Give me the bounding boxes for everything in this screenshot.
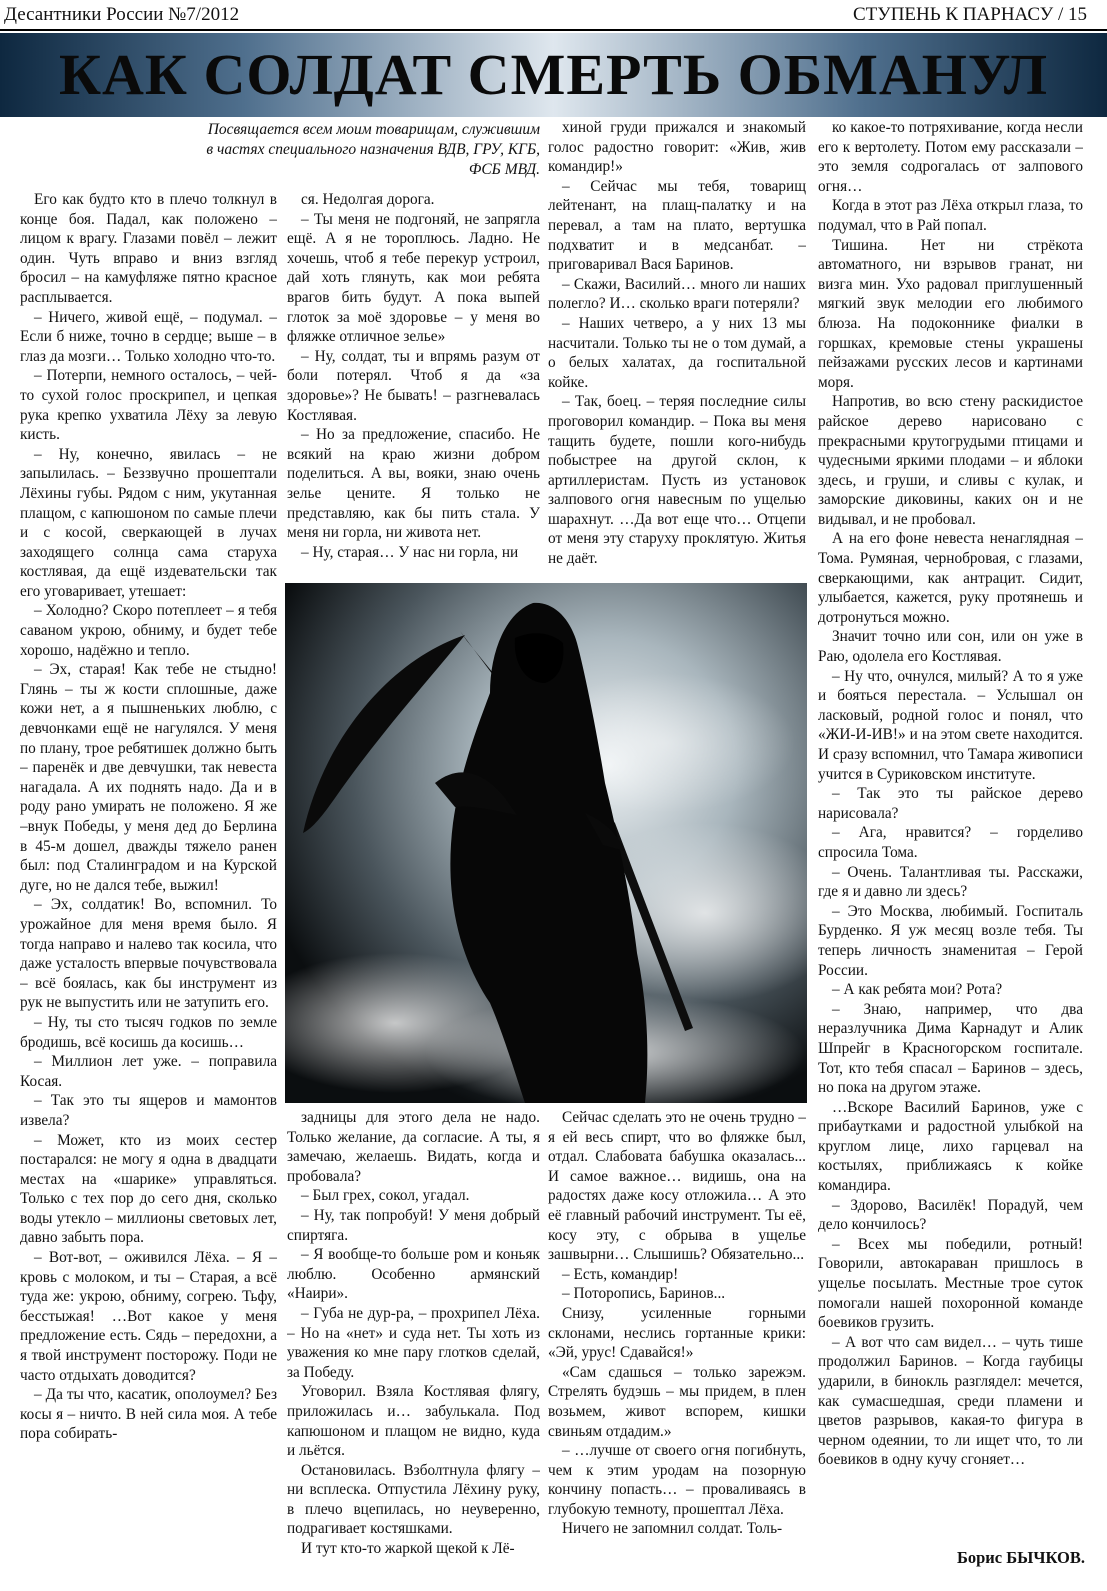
paragraph: – Ты меня не подгоняй, не запрягла ещё. А я не тороплюсь. Ладно. Не хочешь, чтоб я тебе перекур устроил, дай хоть глянуть, как мои ребята врагов бить будут. А пока выпей глоток за моё здоровье – у меня во фляжке отличное зелье» xyxy=(287,210,540,346)
paragraph: – Это Москва, любимый. Госпиталь Бурденко. Я уж месяц возле тебя. Ты теперь личность знаменитая – Герой России. xyxy=(818,902,1083,979)
reaper-image xyxy=(285,583,807,1103)
paragraph: – Здорово, Василёк! Порадуй, чем дело кончилось? xyxy=(818,1196,1083,1234)
paragraph: – Всех мы победили, ротный! Говорили, автокараван пришлось в ущелье посылать. Местные трое суток помогали нашей похоронной команде боевиков грузить. xyxy=(818,1235,1083,1332)
column-3-bottom xyxy=(548,1108,806,1591)
title-banner xyxy=(0,33,1107,117)
paragraph: Сейчас сделать это не очень трудно – я ей весь спирт, что во фляжке был, отдал. Слабовата бабушка оказалась... И самое важное… видишь, она на радостях даже косу отложила… А это её главный рабочий инструмент. Ты её, косу эту, с обрыва в ущелье зашвырни… Слышишь? Обязательно... xyxy=(548,1109,806,1264)
paragraph: – Губа не дур-ра, – прохрипел Лёха. – Но на «нет» и суда нет. Ты хоть из уважения ко мне пару глотков сделай, за Победу. xyxy=(287,1304,540,1381)
paragraph: – Эх, старая! Как тебе не стыдно! Глянь – ты ж кости сплошные, даже кожи нет, а я пышненьких люблю, с девчонками ещё не нагулялся. У меня по плану, трое ребятишек должно быть – паренёк и две девчушки, так невеста нагадала. А их поднять надо. Да и в роду рано умирать не положено. Я же –внук Победы, у меня дед до Берлина в 45-м дошел, дважды тяжело ранен был: под Сталинградом и на Курской дуге, но не дался тебе, выжил! xyxy=(20,661,277,894)
paragraph: – Так это ты райское дерево нарисовала? xyxy=(818,785,1083,822)
header-rule xyxy=(0,29,1107,31)
section-label: СТУПЕНЬ К ПАРНАСУ / 15 xyxy=(852,4,1087,25)
paragraph: – Холодно? Скоро потеплеет – я тебя саваном укрою, обниму, и будет тебе хорошо, надёжно и тепло. xyxy=(20,602,277,659)
reaper-photo xyxy=(285,583,807,1103)
paragraph: – Эх, солдатик! Во, вспомнил. То урожайное для меня время было. Я тогда направо и налево так косила, что даже усталость впервые почувствовала – всё боялась, как бы инструмент из рук не выпустить или не затупить его. xyxy=(20,896,277,1012)
paragraph: Уговорил. Взяла Костлявая флягу, приложилась и… забулькала. Под капюшоном и плащом не видно, куда и льётся. xyxy=(287,1383,540,1460)
paragraph: Остановилась. Взболтнула флягу – ни всплеска. Отпустила Лёхину руку, в плечо вцепилась, но неуверенно, подрагивает костяшками. xyxy=(287,1461,540,1538)
paragraph: Напротив, во всю стену раскидистое райское дерево нарисовано с прекрасными крутогрудыми птицами и чудесными яркими плодами – и яблоки здесь, и груши, и сливы с кулак, и заморские диковины, каких он и не видывал, и не пробовал. xyxy=(818,393,1083,528)
paragraph: хиной груди прижался и знакомый голос радостно говорит: «Жив, жив командир!» xyxy=(548,119,806,176)
byline: Борис БЫЧКОВ. xyxy=(956,1548,1085,1567)
paragraph: – Наших четверо, а у них 13 мы насчитали. Только ты не о том думай, а о белых халатах, да госпитальной койке. xyxy=(548,314,806,391)
paragraph: – Ну, солдат, ты и впрямь разум от боли потерял. Чтоб я да «за здоровье»? Не бывать! – разгневалась Костлявая. xyxy=(287,347,540,424)
paragraph: – Ну, старая… У нас ни горла, ни xyxy=(301,543,519,561)
paragraph: – Вот-вот, – оживился Лёха. – Я – кровь с молоком, и ты – Старая, а всё туда же: укрою, обниму, согрею. Тьфу, бесстыжая! …Вот какое у меня предложение есть. Сядь – передохни, а я твой инструмент посторожу. Поди не часто отдыхать доводится? xyxy=(20,1249,277,1384)
column-2-top xyxy=(287,190,540,585)
paragraph: – Ну что, очнулся, милый? А то я уже и бояться перестала. – Услышал он ласковый, родной голос и понял, что «ЖИ-И-ИВ!» и на этом свете находится. И сразу вспомнил, что Тамара живописи учится в Суриковском институте. xyxy=(818,667,1083,783)
paragraph: Когда в этот раз Лёха открыл глаза, то подумал, что в Рай попал. xyxy=(818,197,1083,234)
paragraph: – Я вообще-то больше ром и коньяк люблю. Особенно армянский «Наири». xyxy=(287,1246,540,1303)
paragraph: – Ну, ты сто тысяч годков по земле бродишь, всё косишь да косишь… xyxy=(20,1013,277,1051)
column-1 xyxy=(20,190,277,1591)
paragraph: – Потерпи, немного осталось, – чей-то сухой голос проскрипел, и цепкая рука крепко ухватила Лёху за левую кисть. xyxy=(20,367,277,444)
paragraph: – Скажи, Василий… много ли наших полегло? И… сколько враги потеряли? xyxy=(548,275,806,313)
paragraph: И тут кто-то жаркой щекой к Лё- xyxy=(301,1540,515,1558)
paragraph: – Но за предложение, спасибо. Не всякий на краю жизни добром поделиться. А вы, вояки, знаю очень зелье цените. Я только не представляю, как бы пить стала. У меня ни горла, ни живота нет. xyxy=(287,426,540,542)
paragraph: – Очень. Талантливая ты. Расскажи, где я и давно ли здесь? xyxy=(818,863,1083,901)
paragraph: – Сейчас мы тебя, товарищ лейтенант, на плащ-палатку и на перевал, а там на плато, вертушка подхватит и в медсанбат. – приговаривал Вася Баринов. xyxy=(548,177,806,274)
column-3-top xyxy=(548,118,806,583)
paragraph: – Так, боец. – теряя последние силы проговорил командир. – Пока вы меня тащить будете, пошли кого-нибудь побыстрее на другой склон, к артиллеристам. Пусть из установок залпового огня навесным по ущелью шарахнут. …Да вот еще что… Отцепи от меня эту старуху проклятую. Житья не даёт. xyxy=(548,393,806,568)
paragraph: А на его фоне невеста ненаглядная – Тома. Румяная, чернобровая, с глазами, сверкающими, как антрацит. Сидит, улыбается, кажется, руку протянешь и дотронуться можно. xyxy=(818,530,1083,626)
paragraph: ся. Недолгая дорога. xyxy=(301,191,435,208)
article-title: КАК СОЛДАТ СМЕРТЬ ОБМАНУЛ xyxy=(58,42,1049,107)
dedication: Посвящается всем моим товарищам, служившим в частях специального назначения ВДВ, ГРУ, КГБ, ФСБ МВД. xyxy=(206,121,540,178)
paragraph: – Ну, конечно, явилась – не запылилась. – Беззвучно прошептали Лёхины губы. Рядом с ним, укутанная плащом, с капюшоном по самые плечи и с косой, сверкающей в лучах заходящего солнца сама старуха костлявая, да ещё издевательски так его уговаривает, утешает: xyxy=(20,445,277,600)
paragraph: – Знаю, например, что два неразлучника Дима Карнадут и Алик Шпрейг в Красногорском госпитале. Тот, кто тебя спасал – Баринов – здесь, но пока на другом этаже. xyxy=(818,1000,1083,1097)
paragraph: – А вот что сам видел… – чуть тише продолжил Баринов. – Когда гаубицы ударили, в бинокль разглядел: мечется, как сумасшедшая, среди пламени и цветов разрывов, какая-то фигура в черном одеянии, то ли ищет что, то ли боевиков в одну кучу сгоняет… xyxy=(818,1333,1083,1469)
paragraph: – Ничего, живой ещё, – подумал. – Если б ниже, точно в сердце; выше – в глаз да мозги… Только холодно что-то. xyxy=(20,308,277,365)
paragraph: Значит точно или сон, или он уже в Раю, одолела его Костлявая. xyxy=(818,628,1083,666)
paragraph: – Был грех, сокол, угадал. xyxy=(301,1187,470,1205)
paragraph: «Сам сдашься – только зарежэм. Стрелять будэшь – мы придем, в плен возьмем, живот вспорем, кишки свиньям отдадим.» xyxy=(548,1363,806,1440)
paragraph: – Миллион лет уже. – поправила Косая. xyxy=(20,1053,277,1090)
paragraph: – …лучше от своего огня погибнуть, чем к этим уродам на позорную кончину попасть… – проваливаясь в глубокую темноту, прошептал Лёха. xyxy=(548,1442,806,1518)
paragraph: – Есть, командир! xyxy=(562,1265,679,1283)
paragraph: Его как будто кто в плечо толкнул в конце боя. Падал, как положено – лицом к врагу. Глазами повёл – лежит один. Чуть вправо и вниз взгляд бросил – на камуфляже пятно красное расплывается. xyxy=(20,191,277,306)
paragraph: – Так это ты ящеров и мамонтов извела? xyxy=(20,1092,277,1129)
paragraph: задницы для этого дела не надо. Только желание, да согласие. А ты, я замечаю, желаешь. Видать, когда и пробовала? xyxy=(287,1109,540,1185)
column-4 xyxy=(818,118,1083,1530)
paragraph: – Ну, так попробуй! У меня добрый спиртяга. xyxy=(287,1206,540,1244)
paragraph: …Вскоре Василий Баринов, уже с прибаутками и радостной улыбкой на круглом лице, лихо гарцевал на костылях, приближаясь к койке командира. xyxy=(818,1098,1083,1195)
paragraph: – Может, кто из моих сестер постарался: не могу я одна в двадцати местах на «шарике» управляться. Только с тех пор до сего дня, сколько воды утекло – миллионы световых лет, давно забыть пора. xyxy=(20,1131,277,1247)
paragraph: – Поторопись, Баринов... xyxy=(562,1285,726,1303)
column-2-bottom xyxy=(287,1108,540,1591)
paragraph: Снизу, усиленные горными склонами, неслись гортанные крики: «Эй, урус! Сдавайся!» xyxy=(548,1304,806,1362)
paragraph: ко какое-то потряхивание, когда несли его к вертолету. Потом ему рассказали – это земля содрогалась от залпового огня… xyxy=(818,119,1083,195)
paragraph: – Ага, нравится? – горделиво спросила Тома. xyxy=(818,824,1083,861)
paragraph: Ничего не запомнил солдат. Толь- xyxy=(562,1520,783,1538)
paragraph: Тишина. Нет ни стрёкота автоматного, ни взрывов гранат, ни визга мин. Ухо радовал приглушенный мягкий звук мелодии его любимого блюза. На подоконнике фиалки в горшках, кремовые стены украшены пейзажами русских лесов и картинами моря. xyxy=(818,236,1083,391)
issue-label: Десантники России №7/2012 xyxy=(4,4,240,25)
paragraph: – Да ты что, касатик, ополоумел? Без косы я – ничто. В ней сила моя. А тебе пора собирать- xyxy=(20,1386,277,1443)
paragraph: – А как ребята мои? Рота? xyxy=(832,981,1003,999)
